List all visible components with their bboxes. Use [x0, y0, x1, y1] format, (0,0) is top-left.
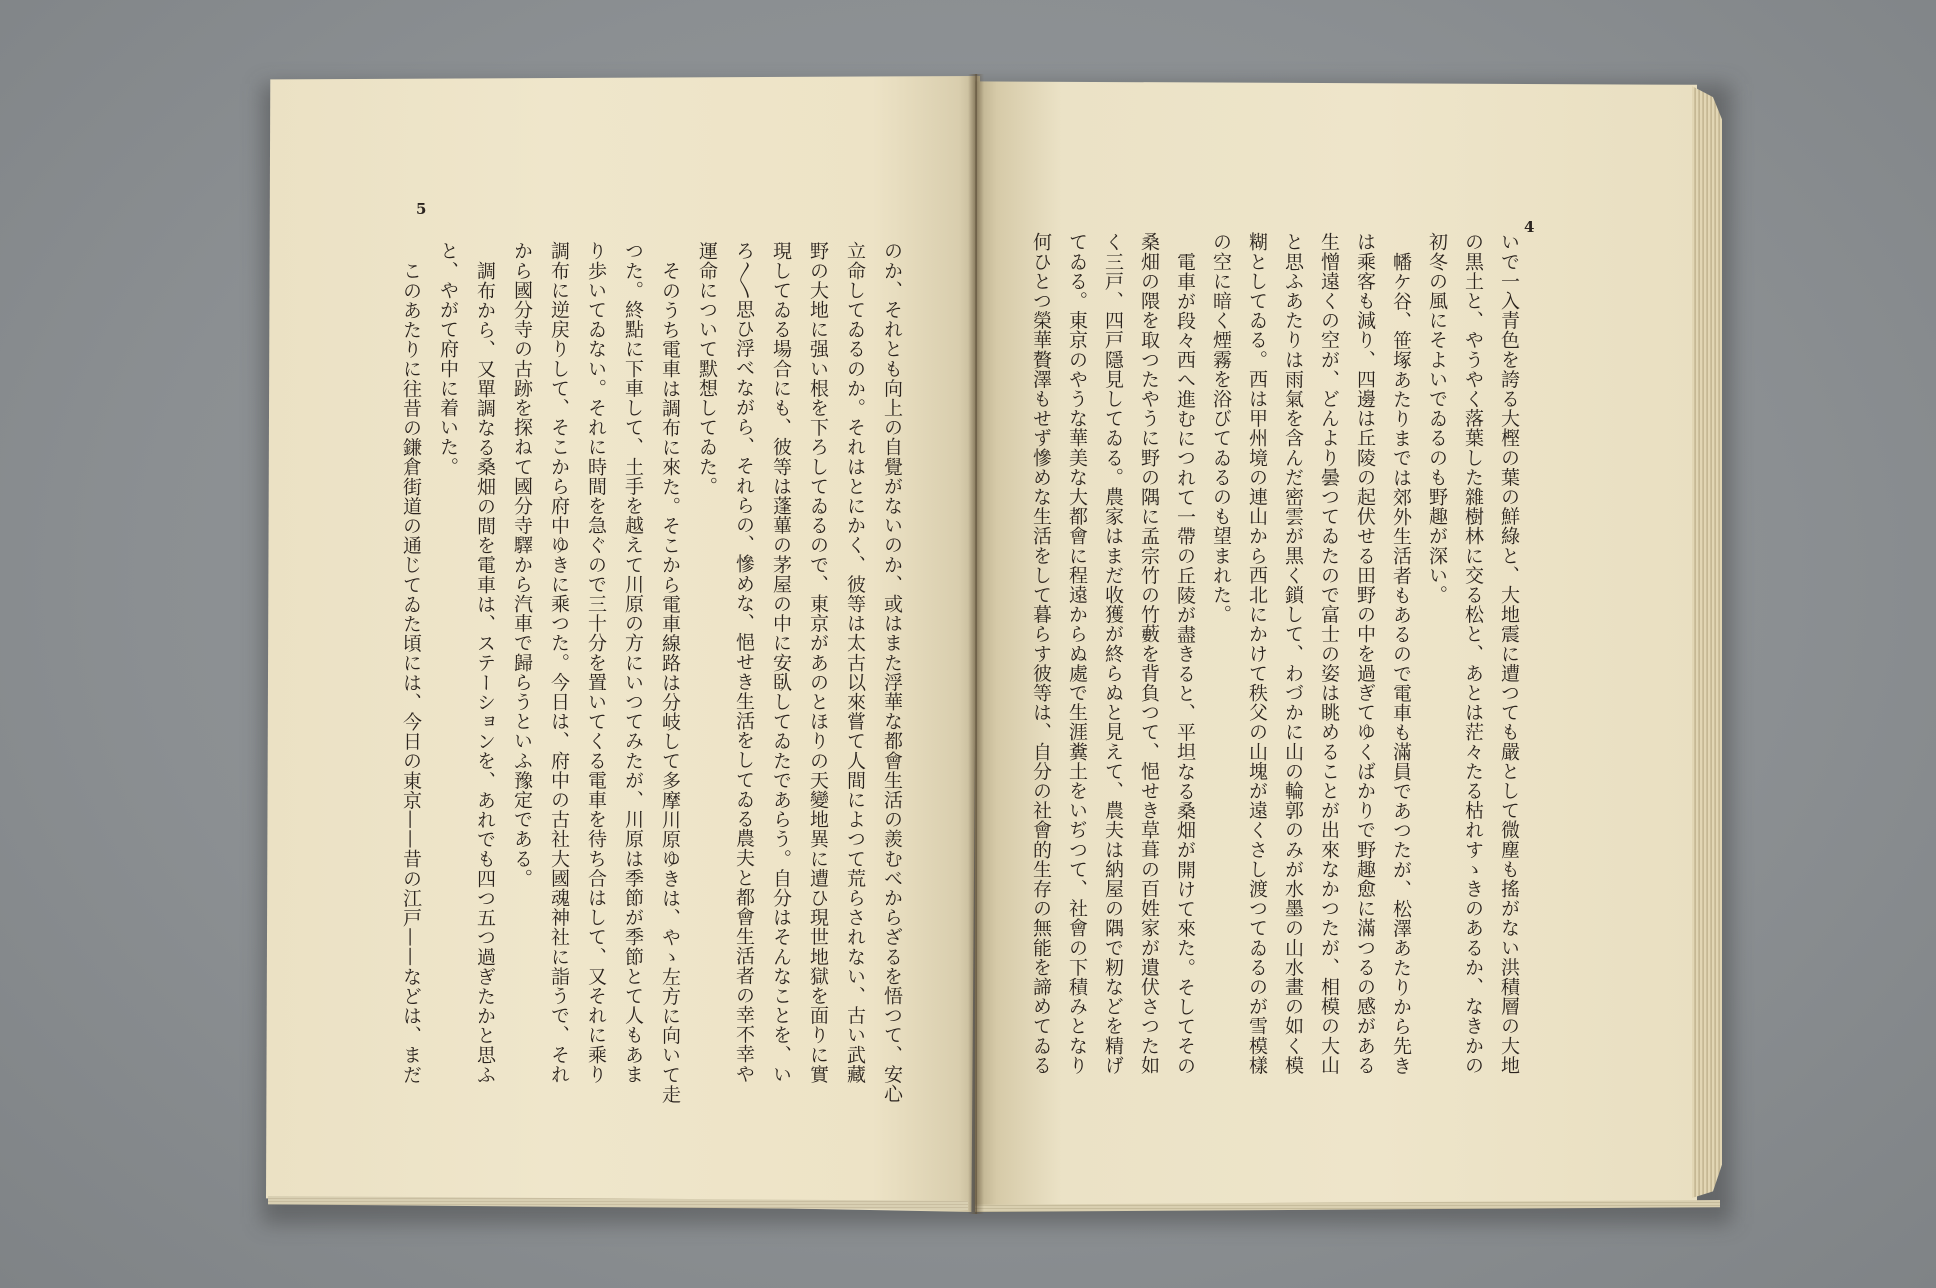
text-column: 生憎遠くの空が、どんより曇つてゐたので富士の姿は眺めることが出來なかつたが、相模の大山	[1318, 232, 1340, 1075]
text-column: 何ひとつ榮華贅澤もせず慘めな生活をして暮らす彼等は、自分の社會的生存の無能を諦めてゐる	[1030, 232, 1052, 1075]
text-column: このあたりに往昔の鎌倉街道の通じてゐた頃には、今日の東京——昔の江戸——などは、まだ	[400, 260, 422, 1085]
text-column: 立命してゐるのか。それはとにかく、彼等は太古以來嘗て人間によつて荒らされない、古い武藏	[844, 241, 866, 1084]
text-column: く三戸、四戸隱見してゐる。農家はまだ收獲が終らぬと見えて、農夫は納屋の隅で籾などを精げ	[1102, 232, 1124, 1075]
right-page-text	[1023, 232, 1527, 1092]
left-page-text	[392, 241, 910, 1104]
text-column: と思ふあたりは雨氣を含んだ密雲が黒く鎖して、わづかに山の輪郭のみが水墨の山水畫の如く模	[1282, 232, 1304, 1075]
text-column: 糊としてゐる。西は甲州境の連山から西北にかけて秩父の山塊が遠くさし渡つてゐるのが雪模樣	[1246, 232, 1268, 1075]
text-column: 電車が段々西へ進むにつれて一帶の丘陵が盡きると、平坦なる桑畑が開けて來た。そしてその	[1174, 251, 1196, 1076]
text-column: そのうち電車は調布に來た。そこから電車線路は分岐して多摩川原ゆきは、やゝ左方に向いて走	[659, 260, 681, 1104]
text-column: 調布に逆戻りして、そこから府中ゆきに乘つた。今日は、府中の古社大國魂神社に詣うで、それ	[548, 241, 570, 1084]
text-column: 調布から、又單調なる桑畑の間を電車は、ステーションを、あれでも四つ五つ過ぎたかと思ふ	[474, 260, 496, 1085]
text-column: の黒土と、やうやく落葉した雜樹林に交る松と、あとは茫々たる枯れすゝきのあるか、なきかの	[1462, 232, 1484, 1075]
text-column: 運命について默想してゐた。	[696, 241, 718, 496]
page-stack-edge	[1692, 86, 1722, 1198]
text-column: のか、それとも向上の自覺がないのか、或はまた浮華な都會生活の羨むべからざるを悟つて、安心	[881, 241, 903, 1104]
text-column: り歩いてゐない。それに時間を急ぐので三十分を置いてくる電車を待ち合はして、又それに乘り	[585, 241, 607, 1084]
text-column: 現してゐる場合にも、彼等は蓬蓽の茅屋の中に安臥してゐたであらう。自分はそんなことを、い	[770, 241, 792, 1084]
text-column: から國分寺の古跡を探ねて國分寺驛から汽車で歸らうといふ豫定である。	[511, 241, 533, 888]
text-column: ろ〱思ひ浮べながら、それらの、慘めな、悒せき生活をしてゐる農夫と都會生活者の幸不幸や	[733, 241, 755, 1084]
text-column: と、やがて府中に着いた。	[437, 241, 459, 477]
left-page-number: 5	[416, 200, 427, 218]
text-column: 桑畑の隈を取つたやうに野の隅に孟宗竹の竹藪を背負つて、悒せき草葺の百姓家が遺伏さつた如	[1138, 232, 1160, 1075]
book-gutter	[968, 74, 984, 1214]
text-column: 初冬の風にそよいでゐるのも野趣が深い。	[1426, 232, 1448, 605]
text-column: 野の大地に强い根を下ろしてゐるので、東京があのとほりの天變地異に遭ひ現世地獄を面りに實	[807, 241, 829, 1084]
text-column: いで一入青色を誇る大樫の葉の鮮綠と、大地震に遭つても嚴として微塵も搖がない洪積層の大地	[1498, 232, 1520, 1075]
text-column: 幡ケ谷、笹塚あたりまでは郊外生活者もあるので電車も滿員であつたが、松澤あたりから先き	[1390, 251, 1412, 1076]
text-column: の空に暗く煙霧を浴びてゐるのも望まれた。	[1210, 232, 1232, 624]
text-column: つた。終點に下車して、土手を越えて川原の方にいつてみたが、川原は季節が季節とて人もあま	[622, 241, 644, 1084]
text-column: てゐる。東京のやうな華美な大都會に程遠からぬ處で生涯糞土をいぢつて、社會の下積みとなり	[1066, 232, 1088, 1075]
right-page-number: 4	[1524, 218, 1535, 236]
text-column: は乘客も減り、四邊は丘陵の起伏せる田野の中を過ぎてゆくばかりで野趣愈に滿つるの感がある	[1354, 232, 1376, 1075]
